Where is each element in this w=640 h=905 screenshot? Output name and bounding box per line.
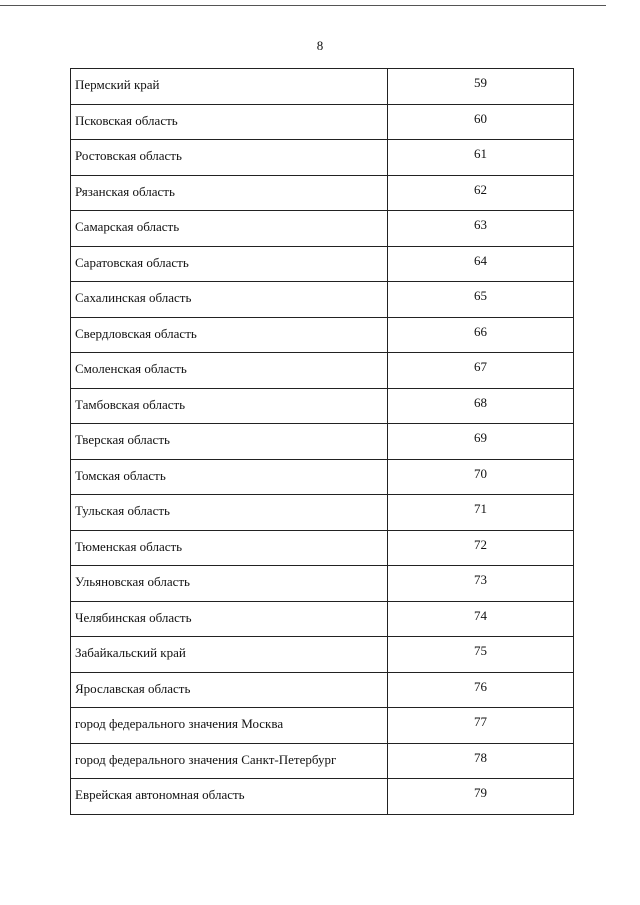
- region-code: 77: [473, 714, 487, 729]
- table-row: [71, 779, 574, 815]
- region-code-cell: [387, 211, 573, 247]
- table-row: [71, 566, 574, 602]
- region-name-cell: [71, 353, 388, 389]
- region-name: Самарская область: [75, 219, 180, 234]
- region-name-cell: [71, 388, 388, 424]
- region-name: Свердловская область: [75, 325, 197, 341]
- region-name: Саратовская область: [75, 254, 189, 270]
- region-code: 65: [473, 288, 487, 303]
- page-number: 8: [316, 38, 324, 53]
- table-row: [71, 175, 574, 211]
- region-code-cell: [387, 601, 573, 637]
- table-row: [71, 495, 574, 531]
- region-code: 73: [473, 572, 487, 587]
- region-name-cell: [71, 424, 388, 460]
- region-code-cell: [387, 69, 573, 105]
- region-name-cell: [71, 530, 388, 566]
- region-name: Сахалинская область: [75, 290, 192, 305]
- region-name-cell: [71, 601, 388, 637]
- region-code-cell: [387, 424, 573, 460]
- region-name: Пермский край: [75, 77, 160, 92]
- scan-edge-line: [0, 5, 606, 6]
- region-name-cell: [71, 211, 388, 247]
- table-row: [71, 69, 574, 105]
- region-name: город федерального значения Санкт-Петербург: [75, 751, 337, 767]
- table-row: [71, 424, 574, 460]
- region-code: 75: [473, 643, 487, 658]
- table-row: [71, 353, 574, 389]
- region-name-cell: [71, 708, 388, 744]
- region-name-cell: [71, 637, 388, 673]
- region-name: Тверская область: [75, 432, 170, 447]
- region-code: 67: [473, 359, 487, 374]
- region-name-cell: [71, 317, 388, 353]
- table-row: [71, 601, 574, 637]
- region-code: 68: [473, 394, 487, 410]
- region-code: 59: [473, 75, 487, 90]
- region-code: 60: [473, 110, 487, 126]
- region-name: город федерального значения Москва: [75, 716, 284, 731]
- region-name: Забайкальский край: [75, 645, 186, 660]
- table-row: [71, 637, 574, 673]
- region-name-cell: [71, 104, 388, 140]
- region-code-cell: [387, 317, 573, 353]
- region-name-cell: [71, 779, 388, 815]
- region-code-cell: [387, 708, 573, 744]
- table-row: [71, 104, 574, 140]
- region-name-cell: [71, 175, 388, 211]
- region-name: Челябинская область: [75, 609, 192, 625]
- region-code-cell: [387, 495, 573, 531]
- region-code-cell: [387, 530, 573, 566]
- table-row: [71, 530, 574, 566]
- region-name: Ярославская область: [75, 680, 191, 696]
- region-code: 79: [473, 785, 487, 800]
- region-name: Псковская область: [75, 112, 178, 128]
- table-row: [71, 459, 574, 495]
- region-code: 64: [473, 252, 487, 268]
- table-row: [71, 672, 574, 708]
- table-row: [71, 211, 574, 247]
- region-code: 72: [473, 536, 487, 552]
- region-name-cell: [71, 69, 388, 105]
- region-name-cell: [71, 743, 388, 779]
- region-code-cell: [387, 388, 573, 424]
- region-name-cell: [71, 566, 388, 602]
- region-code-cell: [387, 104, 573, 140]
- region-code: 69: [473, 430, 487, 445]
- region-name: Томская область: [75, 467, 166, 483]
- region-name: Смоленская область: [75, 361, 187, 376]
- region-name: Еврейская автономная область: [75, 787, 245, 802]
- region-code-cell: [387, 140, 573, 176]
- region-code-cell: [387, 246, 573, 282]
- region-code: 74: [473, 607, 487, 623]
- region-code-cell: [387, 175, 573, 211]
- region-name-cell: [71, 282, 388, 318]
- region-code-cell: [387, 353, 573, 389]
- table-row: [71, 317, 574, 353]
- table-row: [71, 140, 574, 176]
- region-code: 63: [473, 217, 487, 232]
- region-name: Ульяновская область: [75, 574, 190, 589]
- region-code: 71: [473, 501, 487, 516]
- table-row: [71, 246, 574, 282]
- regions-table: [70, 68, 574, 815]
- region-name-cell: [71, 495, 388, 531]
- region-code: 76: [473, 678, 487, 694]
- region-code-cell: [387, 459, 573, 495]
- region-code: 70: [473, 465, 487, 481]
- table-row: [71, 282, 574, 318]
- region-name: Рязанская область: [75, 183, 175, 199]
- table-row: [71, 708, 574, 744]
- region-name-cell: [71, 246, 388, 282]
- region-code-cell: [387, 566, 573, 602]
- region-name: Тамбовская область: [75, 396, 186, 412]
- region-code: 61: [473, 146, 487, 161]
- region-name: Тюменская область: [75, 538, 183, 554]
- region-code-cell: [387, 779, 573, 815]
- table-row: [71, 388, 574, 424]
- region-name-cell: [71, 459, 388, 495]
- region-name: Тульская область: [75, 503, 170, 518]
- region-code-cell: [387, 743, 573, 779]
- regions-table-body: [71, 69, 574, 815]
- region-code: 66: [473, 323, 487, 339]
- region-name-cell: [71, 672, 388, 708]
- region-code-cell: [387, 672, 573, 708]
- region-code-cell: [387, 637, 573, 673]
- region-code: 62: [473, 181, 487, 197]
- region-name-cell: [71, 140, 388, 176]
- region-name: Ростовская область: [75, 148, 182, 163]
- table-row: [71, 743, 574, 779]
- region-code-cell: [387, 282, 573, 318]
- region-code: 78: [473, 749, 487, 765]
